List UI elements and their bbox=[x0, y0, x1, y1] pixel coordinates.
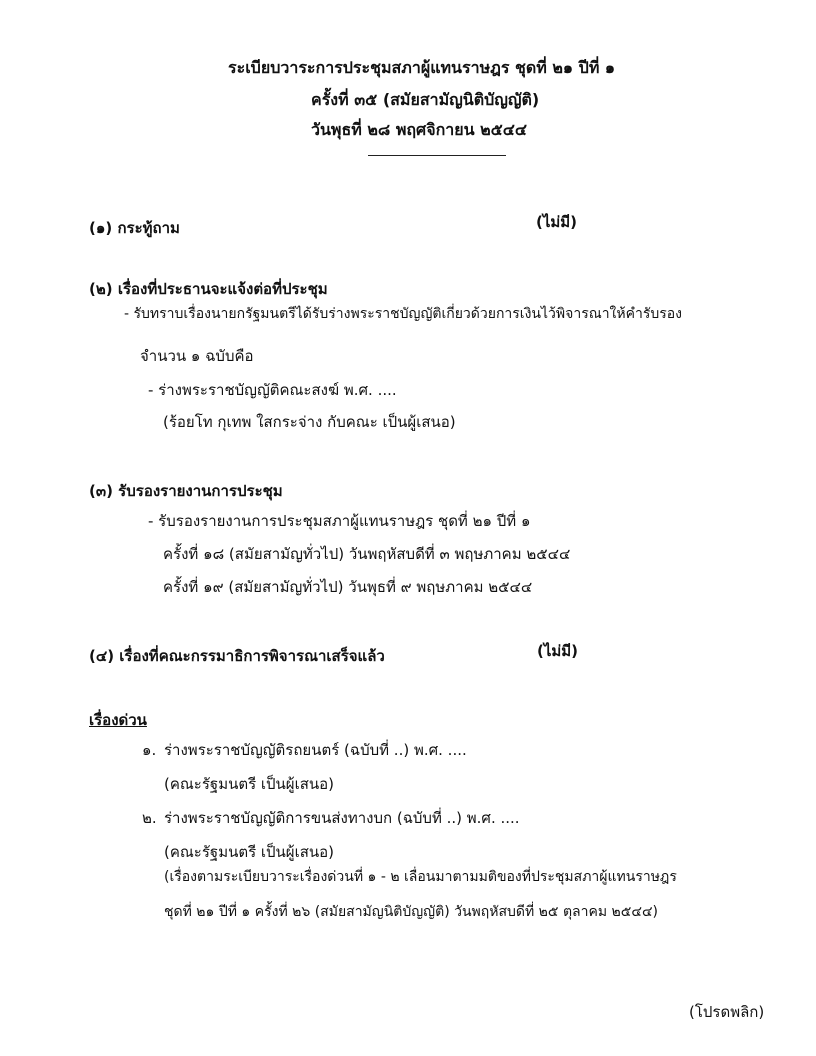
section-3-line1: - รับรองรายงานการประชุมสภาผู้แทนราษฎร ชุดที่ ๒๑ ปีที่ ๑ bbox=[148, 512, 531, 530]
section-3-title: (๓) รับรองรายงานการประชุม bbox=[89, 482, 283, 500]
urgent-item-2-number: ๒. bbox=[142, 809, 157, 827]
agenda-title: ระเบียบวาระการประชุมสภาผู้แทนราษฎร ชุดที่ ๒๑ ปีที่ ๑ bbox=[228, 58, 616, 77]
urgent-item-1-text: ร่างพระราชบัญญัติรถยนตร์ (ฉบับที่ ..) พ.ศ. .... bbox=[164, 741, 467, 759]
section-3-line3: ครั้งที่ ๑๙ (สมัยสามัญทั่วไป) วันพุธที่ ๙ พฤษภาคม ๒๕๔๔ bbox=[163, 578, 533, 596]
section-4-title: (๔) เรื่องที่คณะกรรมาธิการพิจารณาเสร็จแล้ว bbox=[89, 647, 385, 665]
section-2-line1: - รับทราบเรื่องนายกรัฐมนตรีได้รับร่างพระราชบัญญัติเกี่ยวด้วยการเงินไว้พิจารณาให้คำรับรอง bbox=[124, 306, 683, 322]
section-3-line2: ครั้งที่ ๑๘ (สมัยสามัญทั่วไป) วันพฤหัสบดีที่ ๓ พฤษภาคม ๒๕๔๔ bbox=[163, 545, 571, 563]
urgent-title: เรื่องด่วน bbox=[89, 711, 147, 729]
section-2-item: - ร่างพระราชบัญญัติคณะสงฆ์ พ.ศ. .... bbox=[148, 381, 397, 399]
section-2-proposer: (ร้อยโท กุเทพ ใสกระจ่าง กับคณะ เป็นผู้เสนอ) bbox=[163, 413, 456, 431]
urgent-note-line2: ชุดที่ ๒๑ ปีที่ ๑ ครั้งที่ ๒๖ (สมัยสามัญนิติบัญญัติ) วันพฤหัสบดีที่ ๒๕ ตุลาคม ๒๕๔๔) bbox=[164, 904, 659, 920]
section-1-title: (๑) กระทู้ถาม bbox=[89, 219, 180, 237]
turn-over-note: (โปรดพลิก) bbox=[689, 1003, 765, 1021]
section-1-status: (ไม่มี) bbox=[536, 213, 578, 231]
urgent-item-2-proposer: (คณะรัฐมนตรี เป็นผู้เสนอ) bbox=[164, 843, 334, 861]
date-line: วันพุธที่ ๒๘ พฤศจิกายน ๒๕๔๔ bbox=[311, 120, 528, 139]
urgent-item-1-number: ๑. bbox=[142, 741, 157, 759]
header-divider bbox=[368, 155, 506, 156]
urgent-item-1-proposer: (คณะรัฐมนตรี เป็นผู้เสนอ) bbox=[164, 775, 334, 793]
section-2-line2: จำนวน ๑ ฉบับคือ bbox=[140, 347, 254, 365]
section-4-status: (ไม่มี) bbox=[537, 642, 579, 660]
urgent-item-2-text: ร่างพระราชบัญญัติการขนส่งทางบก (ฉบับที่ ..) พ.ศ. .... bbox=[164, 809, 520, 827]
section-2-title: (๒) เรื่องที่ประธานจะแจ้งต่อที่ประชุม bbox=[89, 280, 328, 298]
session-line: ครั้งที่ ๓๕ (สมัยสามัญนิติบัญญัติ) bbox=[311, 90, 540, 109]
urgent-note-line1: (เรื่องตามระเบียบวาระเรื่องด่วนที่ ๑ - ๒ เลื่อนมาตามมติของที่ประชุมสภาผู้แทนราษฎร bbox=[164, 869, 677, 885]
